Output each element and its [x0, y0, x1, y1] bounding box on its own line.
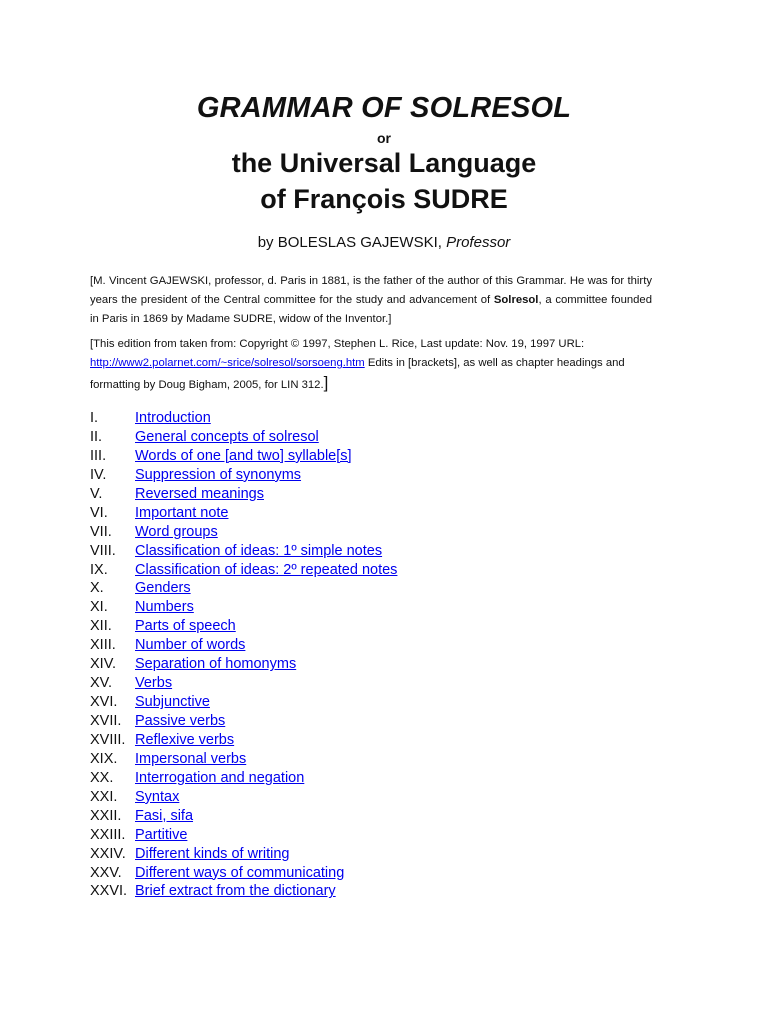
toc-chapter-link[interactable]: Different kinds of writing [135, 845, 290, 862]
toc-chapter-link[interactable]: Reflexive verbs [135, 731, 235, 748]
toc-chapter-number: XVI. [90, 694, 118, 711]
toc-chapter-number: XXI. [90, 788, 118, 805]
document-title: GRAMMAR OF SOLRESOL [196, 92, 572, 124]
toc-chapter-link[interactable]: Separation of homonyms [135, 656, 297, 673]
toc-chapter-number: III. [90, 447, 107, 464]
toc-chapter-link[interactable]: Partitive [135, 826, 188, 843]
toc-chapter-number: X. [90, 580, 104, 597]
toc-chapter-number: XVII. [90, 713, 122, 729]
toc-chapter-number: XIV. [90, 656, 117, 673]
toc-item [90, 712, 690, 731]
toc-chapter-link[interactable]: Suppression of synonyms [135, 466, 302, 483]
toc-chapter-number: XII. [90, 618, 112, 635]
toc-chapter-link[interactable]: Interrogation and negation [135, 769, 305, 786]
toc-chapter-number: IV. [90, 466, 107, 483]
subtitle-line-2: of François SUDRE [260, 184, 508, 214]
title-connector: or [377, 130, 391, 146]
toc-chapter-number: IX. [90, 561, 108, 578]
toc-chapter-number: VIII. [90, 542, 116, 559]
toc-chapter-link[interactable]: Classification of ideas: 1º simple notes [135, 542, 383, 559]
note-bold-term: Solresol [493, 294, 539, 306]
toc-item [90, 655, 690, 674]
toc-chapter-number: XV. [90, 675, 113, 692]
table-of-contents [90, 409, 690, 901]
toc-chapter-number: XIII. [90, 637, 116, 654]
toc-chapter-number: XXII. [90, 807, 122, 824]
toc-item [90, 504, 690, 523]
toc-chapter-number: VII. [90, 523, 112, 540]
toc-item [90, 882, 690, 901]
toc-chapter-number: XX. [90, 769, 114, 786]
toc-chapter-number: XIX. [90, 750, 118, 767]
toc-chapter-link[interactable]: General concepts of solresol [135, 428, 319, 445]
note-text-start: [M. Vincent GAJEWSKI, professor, d. Paris in 1881, is the father of the author of this Grammar. He was for thirty years the president of the Central committee for the study and advancement of [90, 275, 652, 306]
author-name: by BOLESLAS GAJEWSKI, [257, 234, 447, 251]
toc-chapter-link[interactable]: Different ways of communicating [135, 864, 345, 881]
author-role: Professor [446, 234, 511, 251]
toc-chapter-link[interactable]: Introduction [135, 410, 211, 426]
toc-chapter-link[interactable]: Fasi, sifa [135, 807, 194, 824]
toc-chapter-link[interactable]: Words of one [and two] syllable[s] [135, 447, 352, 464]
toc-chapter-link[interactable]: Genders [135, 580, 191, 597]
source-text-end: Edits in [brackets], as well as chapter headings and formatting by Doug Bigham, 2005, for LIN 312. [90, 357, 625, 391]
toc-item [90, 409, 690, 428]
toc-chapter-number: V. [90, 485, 103, 502]
toc-chapter-number: XI. [90, 599, 108, 616]
toc-chapter-link[interactable]: Verbs [135, 675, 173, 692]
toc-chapter-link[interactable]: Syntax [135, 788, 180, 805]
toc-item [90, 447, 690, 466]
toc-item [90, 466, 690, 485]
toc-chapter-link[interactable]: Classification of ideas: 2º repeated notes [135, 561, 398, 578]
toc-chapter-number: I. [90, 410, 99, 426]
toc-chapter-link[interactable]: Impersonal verbs [135, 750, 247, 767]
editor-note-source [90, 335, 652, 395]
toc-item [90, 674, 690, 693]
toc-chapter-link[interactable]: Brief extract from the dictionary [135, 883, 336, 900]
toc-chapter-number: XXIV. [90, 845, 126, 862]
toc-chapter-link[interactable]: Parts of speech [135, 618, 236, 635]
author-byline [0, 234, 768, 251]
toc-chapter-link[interactable]: Subjunctive [135, 694, 210, 711]
toc-chapter-link[interactable]: Reversed meanings [135, 485, 264, 502]
toc-item [90, 523, 690, 542]
toc-item [90, 598, 690, 617]
toc-item [90, 807, 690, 826]
toc-chapter-link[interactable]: Passive verbs [135, 713, 226, 729]
toc-item [90, 428, 690, 447]
closing-bracket: ] [323, 373, 329, 392]
toc-item [90, 864, 690, 883]
toc-item [90, 485, 690, 504]
toc-chapter-number: XXVI. [90, 883, 128, 900]
toc-item [90, 561, 690, 580]
toc-item [90, 788, 690, 807]
toc-item [90, 693, 690, 712]
toc-chapter-number: II. [90, 428, 103, 445]
toc-item [90, 826, 690, 845]
toc-chapter-number: VI. [90, 504, 108, 521]
source-url-link[interactable]: http://www2.polarnet.com/~srice/solresol/sorsoeng.htm [90, 357, 365, 369]
toc-item [90, 542, 690, 561]
toc-chapter-number: XXIII. [90, 826, 126, 843]
toc-chapter-number: XVIII. [90, 731, 126, 748]
toc-item [90, 845, 690, 864]
toc-chapter-link[interactable]: Numbers [135, 599, 194, 616]
toc-item [90, 769, 690, 788]
toc-chapter-link[interactable]: Important note [135, 504, 229, 521]
editor-note-biography [90, 272, 652, 329]
toc-item [90, 579, 690, 598]
toc-item [90, 636, 690, 655]
toc-item [90, 750, 690, 769]
source-text-start: [This edition from taken from: Copyright © 1997, Stephen L. Rice, Last update: Nov. 19, 1997 URL: [90, 338, 585, 350]
toc-chapter-link[interactable]: Word groups [135, 523, 218, 540]
subtitle-line-1: the Universal Language [231, 148, 537, 178]
note-text-end: , a committee founded in Paris in 1869 by Madame SUDRE, widow of the Inventor.] [90, 294, 652, 325]
toc-item [90, 731, 690, 750]
toc-chapter-link[interactable]: Number of words [135, 637, 246, 654]
toc-item [90, 617, 690, 636]
toc-chapter-number: XXV. [90, 864, 122, 881]
